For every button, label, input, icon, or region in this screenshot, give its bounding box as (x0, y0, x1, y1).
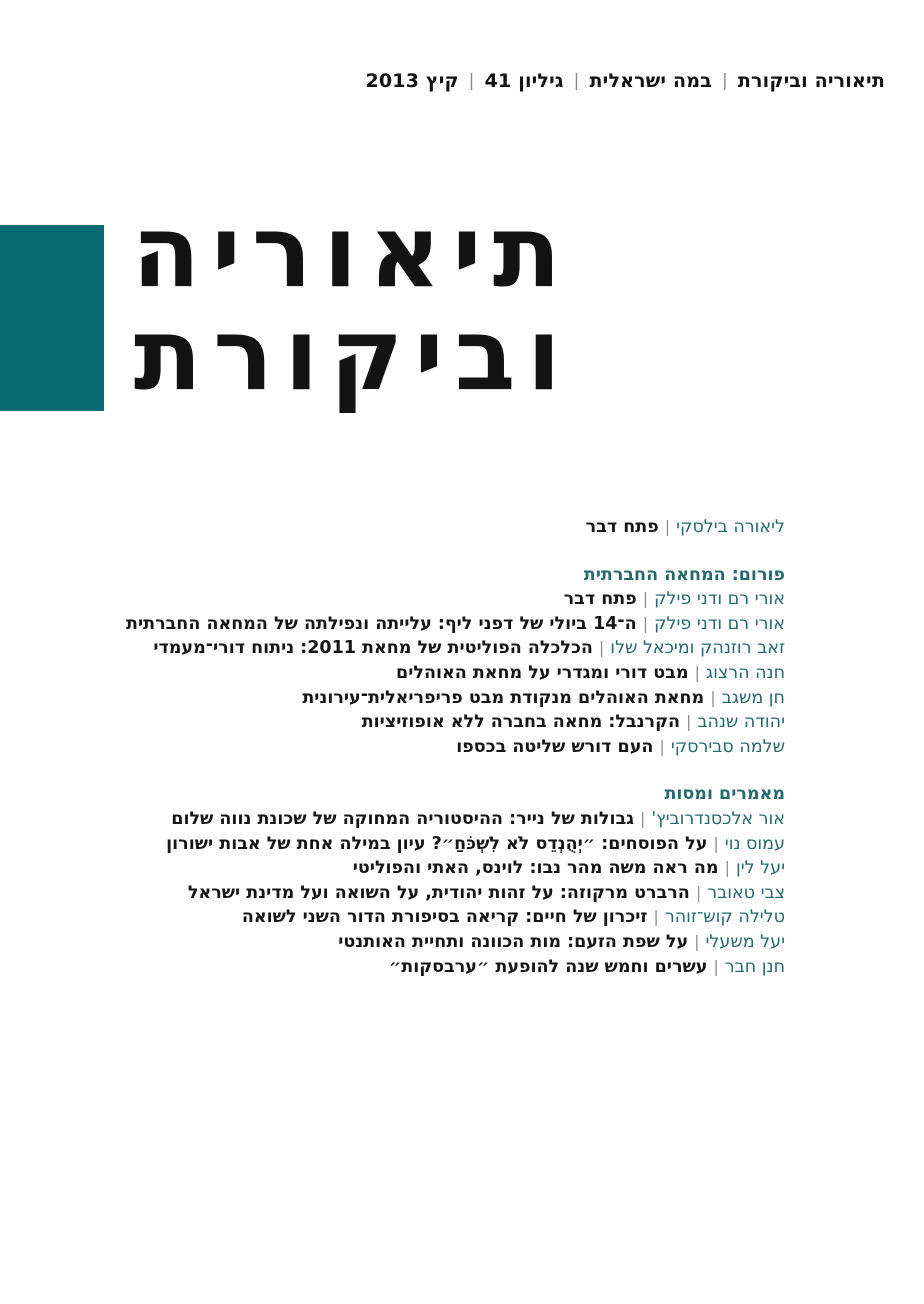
toc-author: טלילה קוש־זוהר (664, 907, 785, 928)
toc-separator: | (695, 882, 702, 902)
journal-masthead (131, 193, 572, 413)
journal-title-line2: וביקורת (133, 296, 572, 413)
masthead-accent-block (0, 225, 104, 411)
toc-separator: | (642, 613, 649, 633)
journal-name: תיאוריה וביקורת (737, 70, 885, 92)
toc-title: הכלכלה הפוליטית של מחאת 2011: ניתוח דורי־מעמדי (153, 638, 593, 659)
toc-section-label: מאמרים ומסות (664, 784, 785, 805)
toc-section-header (126, 563, 785, 588)
header-separator: | (468, 71, 475, 91)
toc-separator: | (713, 833, 719, 853)
toc-author: צבי טאובר (707, 882, 785, 903)
toc-author: אורי רם ודני פילק (654, 613, 785, 634)
toc-separator: | (664, 517, 671, 536)
table-of-contents (126, 515, 785, 979)
toc-entry (126, 955, 785, 980)
toc-separator: | (659, 736, 665, 756)
toc-entry (126, 807, 785, 832)
venue-name: במה ישראלית (589, 70, 712, 92)
toc-title: מחאת האוהלים מנקודת מבט פריפריאלית־עירונית (302, 687, 705, 708)
toc-separator: | (653, 907, 659, 927)
toc-title: גבולות של נייר: ההיסטוריה המחוקה של שכונת נווה שלום (171, 808, 634, 829)
toc-separator: | (710, 687, 716, 707)
toc-entry (126, 515, 785, 540)
issue-season: קיץ 2013 (365, 70, 459, 92)
toc-separator: | (694, 931, 700, 951)
toc-entry (126, 856, 785, 881)
toc-separator: | (694, 662, 700, 682)
toc-entry (126, 905, 785, 930)
toc-author: אורי רם ודני פילק (654, 589, 785, 610)
toc-entry (126, 832, 785, 857)
toc-entry (126, 661, 785, 686)
toc-entry (126, 587, 785, 612)
toc-author: חן משגב (721, 687, 785, 708)
toc-entry (126, 710, 785, 735)
toc-entry (126, 612, 785, 637)
toc-title: פתח דבר (563, 589, 637, 610)
toc-title: פתח דבר (585, 517, 659, 537)
toc-section-label: פורום: המחאה החברתית (583, 564, 785, 585)
toc-title: על הפוסחים: ״יְהֻנְדֵס לֹא לִשְׁכֹּחַ״? עיון במילה אחת של אבות ישורון (166, 833, 708, 854)
toc-title: מה ראה משה מהר נבו: לוינס, האתי והפוליטי (352, 858, 719, 879)
toc-entry (126, 930, 785, 955)
toc-title: הקרנבל: מחאה בחברה ללא אופוזיציות (361, 712, 680, 733)
toc-separator: | (642, 589, 649, 609)
toc-entry (126, 735, 785, 760)
toc-author: זאב רוזנהק ומיכאל שלו (610, 638, 785, 659)
toc-title: זיכרון של חיים: קריאה בסיפורת הדור השני לשואה (241, 907, 648, 928)
toc-author: ליאורה בילסקי (676, 517, 785, 537)
toc-separator: | (685, 712, 692, 732)
toc-section-header (126, 782, 785, 807)
toc-author: יהודה שנהב (697, 712, 785, 733)
toc-separator: | (639, 808, 646, 828)
toc-author: שלמה סבירסקי (670, 736, 785, 757)
toc-author: יעל משעלי (705, 931, 785, 952)
header-separator: | (573, 71, 580, 91)
toc-entry (126, 686, 785, 711)
toc-author: אור אלכסנדרוביץ' (651, 808, 785, 829)
toc-title: עשרים וחמש שנה להופעת ״ערבסקות״ (388, 956, 708, 977)
journal-title-line1: תיאוריה (131, 193, 572, 310)
toc-entry (126, 881, 785, 906)
toc-title: העם דורש שליטה בכספו (456, 736, 654, 757)
header-separator: | (721, 71, 728, 91)
toc-author: יעל לין (735, 858, 785, 879)
toc-separator: | (724, 858, 730, 878)
toc-title: מבט דורי ומגדרי על מחאת האוהלים (396, 662, 689, 683)
toc-title: על שפת הזעם: מות הכוונה ותחיית האותנטי (338, 931, 689, 952)
issue-number: גיליון 41 (484, 70, 564, 92)
toc-author: חנן חבר (724, 956, 785, 977)
toc-author: חנה הרצוג (705, 662, 785, 683)
toc-author: עמוס נוי (724, 833, 785, 854)
toc-title: הרברט מרקוזה: על זהות יהודית, על השואה ועל מדינת ישראל (187, 882, 690, 903)
toc-title: ה־14 ביולי של דפני ליף: עלייתה ונפילתה של המחאה החברתית (126, 613, 637, 634)
toc-separator: | (713, 956, 719, 976)
toc-entry (126, 636, 785, 661)
toc-separator: | (598, 638, 605, 658)
issue-header (365, 70, 885, 92)
